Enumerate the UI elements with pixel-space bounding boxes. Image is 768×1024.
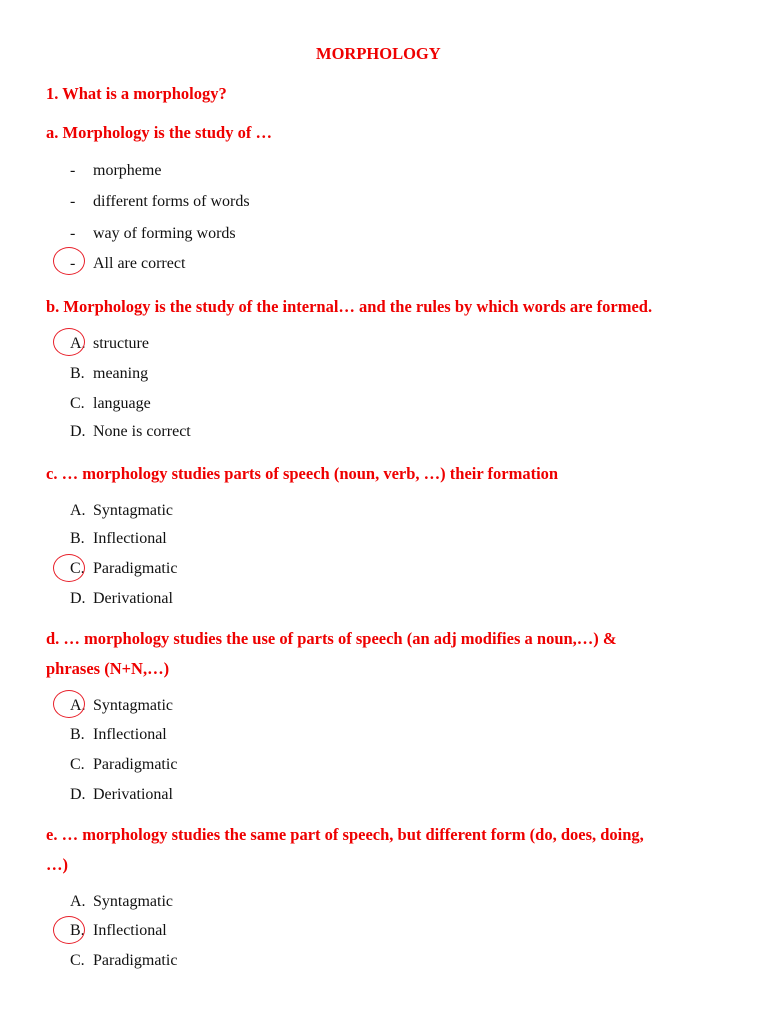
option-text: meaning (93, 365, 149, 382)
option-text: language (93, 395, 151, 412)
answer-circle-e (53, 916, 85, 944)
option-text: structure (93, 335, 149, 352)
option-text: way of forming words (93, 225, 236, 242)
question-1: 1. What is a morphology? (46, 84, 227, 103)
option-text: Inflectional (93, 530, 167, 547)
option-text: Inflectional (93, 922, 167, 939)
option-letter: B. (70, 726, 85, 743)
option-text: Derivational (93, 786, 173, 803)
option-letter: A. (70, 893, 86, 910)
option-letter: D. (70, 786, 86, 803)
question-a-prompt: a. Morphology is the study of … (46, 123, 272, 142)
question-d-prompt-line2: phrases (N+N,…) (46, 659, 170, 678)
question-d-prompt-line1: d. … morphology studies the use of parts of speech (an adj modifies a noun,…) & (46, 629, 617, 648)
option-text: Syntagmatic (93, 697, 173, 714)
option-letter: C. (70, 395, 85, 412)
option-letter: A. (70, 335, 86, 352)
question-e-prompt-line2: …) (46, 855, 68, 874)
option-letter: D. (70, 423, 86, 440)
question-b-prompt: b. Morphology is the study of the internal… and the rules by which words are formed. (46, 297, 653, 316)
option-text: Paradigmatic (93, 560, 178, 577)
option-marker: - (70, 162, 76, 179)
answer-circle-b (53, 328, 85, 356)
option-letter: C. (70, 952, 85, 969)
option-text: Paradigmatic (93, 756, 178, 773)
option-letter: A. (70, 502, 86, 519)
page-title: MORPHOLOGY (316, 44, 441, 63)
option-letter: B. (70, 365, 85, 382)
question-c-prompt: c. … morphology studies parts of speech (noun, verb, …) their formation (46, 464, 559, 483)
option-text: Syntagmatic (93, 893, 173, 910)
answer-circle-a (53, 247, 85, 275)
option-letter: D. (70, 590, 86, 607)
option-text: Syntagmatic (93, 502, 173, 519)
option-text: All are correct (93, 255, 186, 272)
option-text: morpheme (93, 162, 162, 179)
answer-circle-c (53, 554, 85, 582)
option-letter: A. (70, 697, 86, 714)
option-letter: C. (70, 560, 85, 577)
option-letter: C. (70, 756, 85, 773)
answer-circle-d (53, 690, 85, 718)
option-marker: - (70, 225, 76, 242)
option-text: None is correct (93, 423, 191, 440)
option-text: different forms of words (93, 193, 250, 210)
option-marker: - (70, 193, 76, 210)
option-text: Derivational (93, 590, 173, 607)
question-e-prompt-line1: e. … morphology studies the same part of speech, but different form (do, does, doing, (46, 825, 644, 844)
option-letter: B. (70, 922, 85, 939)
option-marker: - (70, 255, 76, 272)
option-text: Paradigmatic (93, 952, 178, 969)
option-text: Inflectional (93, 726, 167, 743)
option-letter: B. (70, 530, 85, 547)
